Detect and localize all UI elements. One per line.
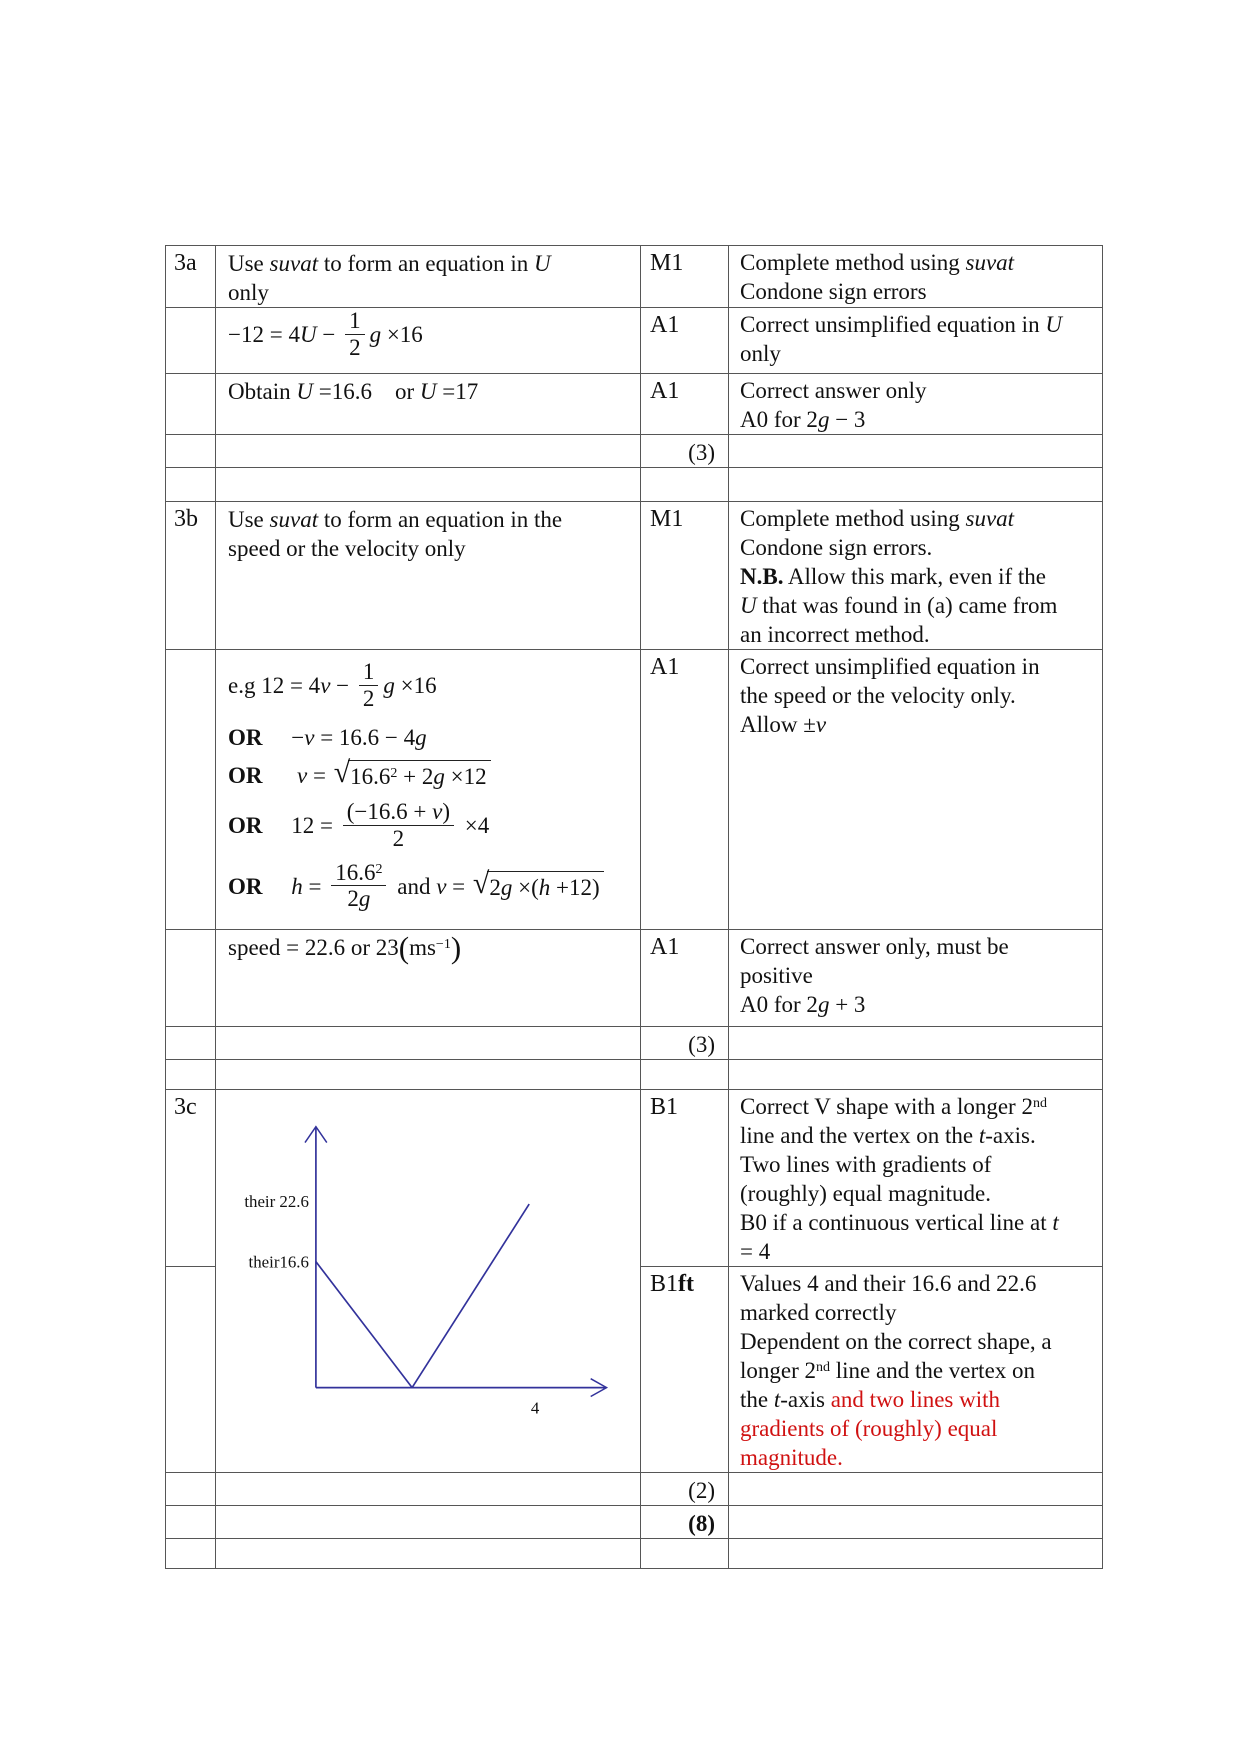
working-cell [216, 1506, 641, 1539]
equation-line: e.g 12 = 4v − $\frac{1}{2}$ g ×16 [228, 659, 437, 711]
comment-cell [729, 468, 1103, 502]
working-cell-graph [216, 1090, 641, 1473]
part-cell-3c: 3c [166, 1090, 216, 1267]
mark-scheme-table [165, 245, 1103, 1569]
working-cell [216, 435, 641, 468]
table-row [166, 435, 1103, 468]
table-row [166, 1060, 1103, 1090]
mark-cell [641, 1060, 729, 1090]
working-cell: Use suvat to form an equation in U only [216, 246, 641, 308]
comment-cell: Values 4 and their 16.6 and 22.6 marked correctly Dependent on the correct shape, a longer 2nd line and the vertex on the t-axis and two lines with gradients of (roughly) equal magnitude. [729, 1267, 1103, 1473]
comment-cell: Correct V shape with a longer 2nd line and the vertex on the t-axis. Two lines with gradients of (roughly) equal magnitude. B0 if a continuous vertical line at t = 4 [729, 1090, 1103, 1267]
mark-cell: M1 [641, 502, 729, 650]
velocity-time-sketch [216, 1090, 639, 1462]
table-row [166, 374, 1103, 435]
mark-total-cell: (2) [641, 1473, 729, 1506]
part-cell [166, 1027, 216, 1060]
part-cell-3b: 3b [166, 502, 216, 650]
working-cell [216, 1060, 641, 1090]
part-cell [166, 374, 216, 435]
comment-cell [729, 1539, 1103, 1569]
part-cell [166, 1267, 216, 1473]
equation-line: OR −v = 16.6 − 4g [228, 724, 427, 750]
graph-label: 4 [530, 1398, 540, 1418]
comment-cell: Correct answer only A0 for 2g − 3 [729, 374, 1103, 435]
comment-cell: Correct unsimplified equation in U only [729, 308, 1103, 374]
mark-cell: A1 [641, 374, 729, 435]
table-row [166, 650, 1103, 930]
working-cell [216, 468, 641, 502]
mark-cell: M1 [641, 246, 729, 308]
table-row [166, 1473, 1103, 1506]
working-cell-equation: −12 = 4U − $\frac{1}{2}$ g ×16 [216, 308, 641, 374]
working-cell [216, 1473, 641, 1506]
table-row [166, 502, 1103, 650]
mark-cell: A1 [641, 308, 729, 374]
table-row [166, 468, 1103, 502]
comment-cell [729, 435, 1103, 468]
working-cell [216, 1539, 641, 1569]
part-cell [166, 468, 216, 502]
table-row [166, 930, 1103, 1027]
working-cell [216, 1027, 641, 1060]
mark-cell [641, 1539, 729, 1569]
table-row [166, 1027, 1103, 1060]
working-cell: speed = 22.6 or $23(ms^{-1})$ [216, 930, 641, 1027]
equation-stack [228, 653, 634, 914]
working-cell: Obtain U =16.6 or U =17 [216, 374, 641, 435]
part-cell [166, 1506, 216, 1539]
mark-cell: B1 [641, 1090, 729, 1267]
part-cell [166, 1539, 216, 1569]
comment-cell [729, 1473, 1103, 1506]
equation-line: OR h = $\frac{16.6^2}{2g}$ and v = √ 2g ×(h +12) [228, 863, 634, 915]
table-row [166, 246, 1103, 308]
part-cell [166, 1473, 216, 1506]
graph-label: their 22.6 [244, 1192, 309, 1212]
working-cell: Use suvat to form an equation in the speed or the velocity only [216, 502, 641, 650]
part-cell-3a: 3a [166, 246, 216, 308]
table-row [166, 1506, 1103, 1539]
comment-cell: Complete method using suvat Condone sign errors [729, 246, 1103, 308]
part-cell [166, 1060, 216, 1090]
graph-label: their16.6 [248, 1252, 309, 1272]
part-cell [166, 308, 216, 374]
equation-line: OR 12 = $\frac{(-16.6 + v)}{2}$ ×4 [228, 798, 490, 851]
mark-grand-total-cell: (8) [641, 1506, 729, 1539]
table-row [166, 308, 1103, 374]
mark-cell: A1 [641, 650, 729, 930]
comment-cell: Complete method using suvat Condone sign errors. N.B. Allow this mark, even if the U that was found in (a) came from an incorrect method. [729, 502, 1103, 650]
part-cell [166, 650, 216, 930]
part-cell [166, 435, 216, 468]
table-row [166, 1090, 1103, 1267]
working-cell-equations [216, 650, 641, 930]
velocity-time-sketch-svg [216, 1090, 639, 1462]
table-row [166, 1539, 1103, 1569]
equation-line: OR v = √ $16.6^2 + 2g \times 12$ [228, 761, 634, 793]
comment-cell: Correct unsimplified equation in the speed or the velocity only. Allow ±v [729, 650, 1103, 930]
comment-cell: Correct answer only, must be positive A0 for 2g + 3 [729, 930, 1103, 1027]
mark-total-cell: (3) [641, 1027, 729, 1060]
mark-total-cell: (3) [641, 435, 729, 468]
comment-cell [729, 1060, 1103, 1090]
part-cell [166, 930, 216, 1027]
comment-cell [729, 1027, 1103, 1060]
comment-cell [729, 1506, 1103, 1539]
mark-cell [641, 468, 729, 502]
mark-cell: A1 [641, 930, 729, 1027]
mark-cell: B1ft [641, 1267, 729, 1473]
